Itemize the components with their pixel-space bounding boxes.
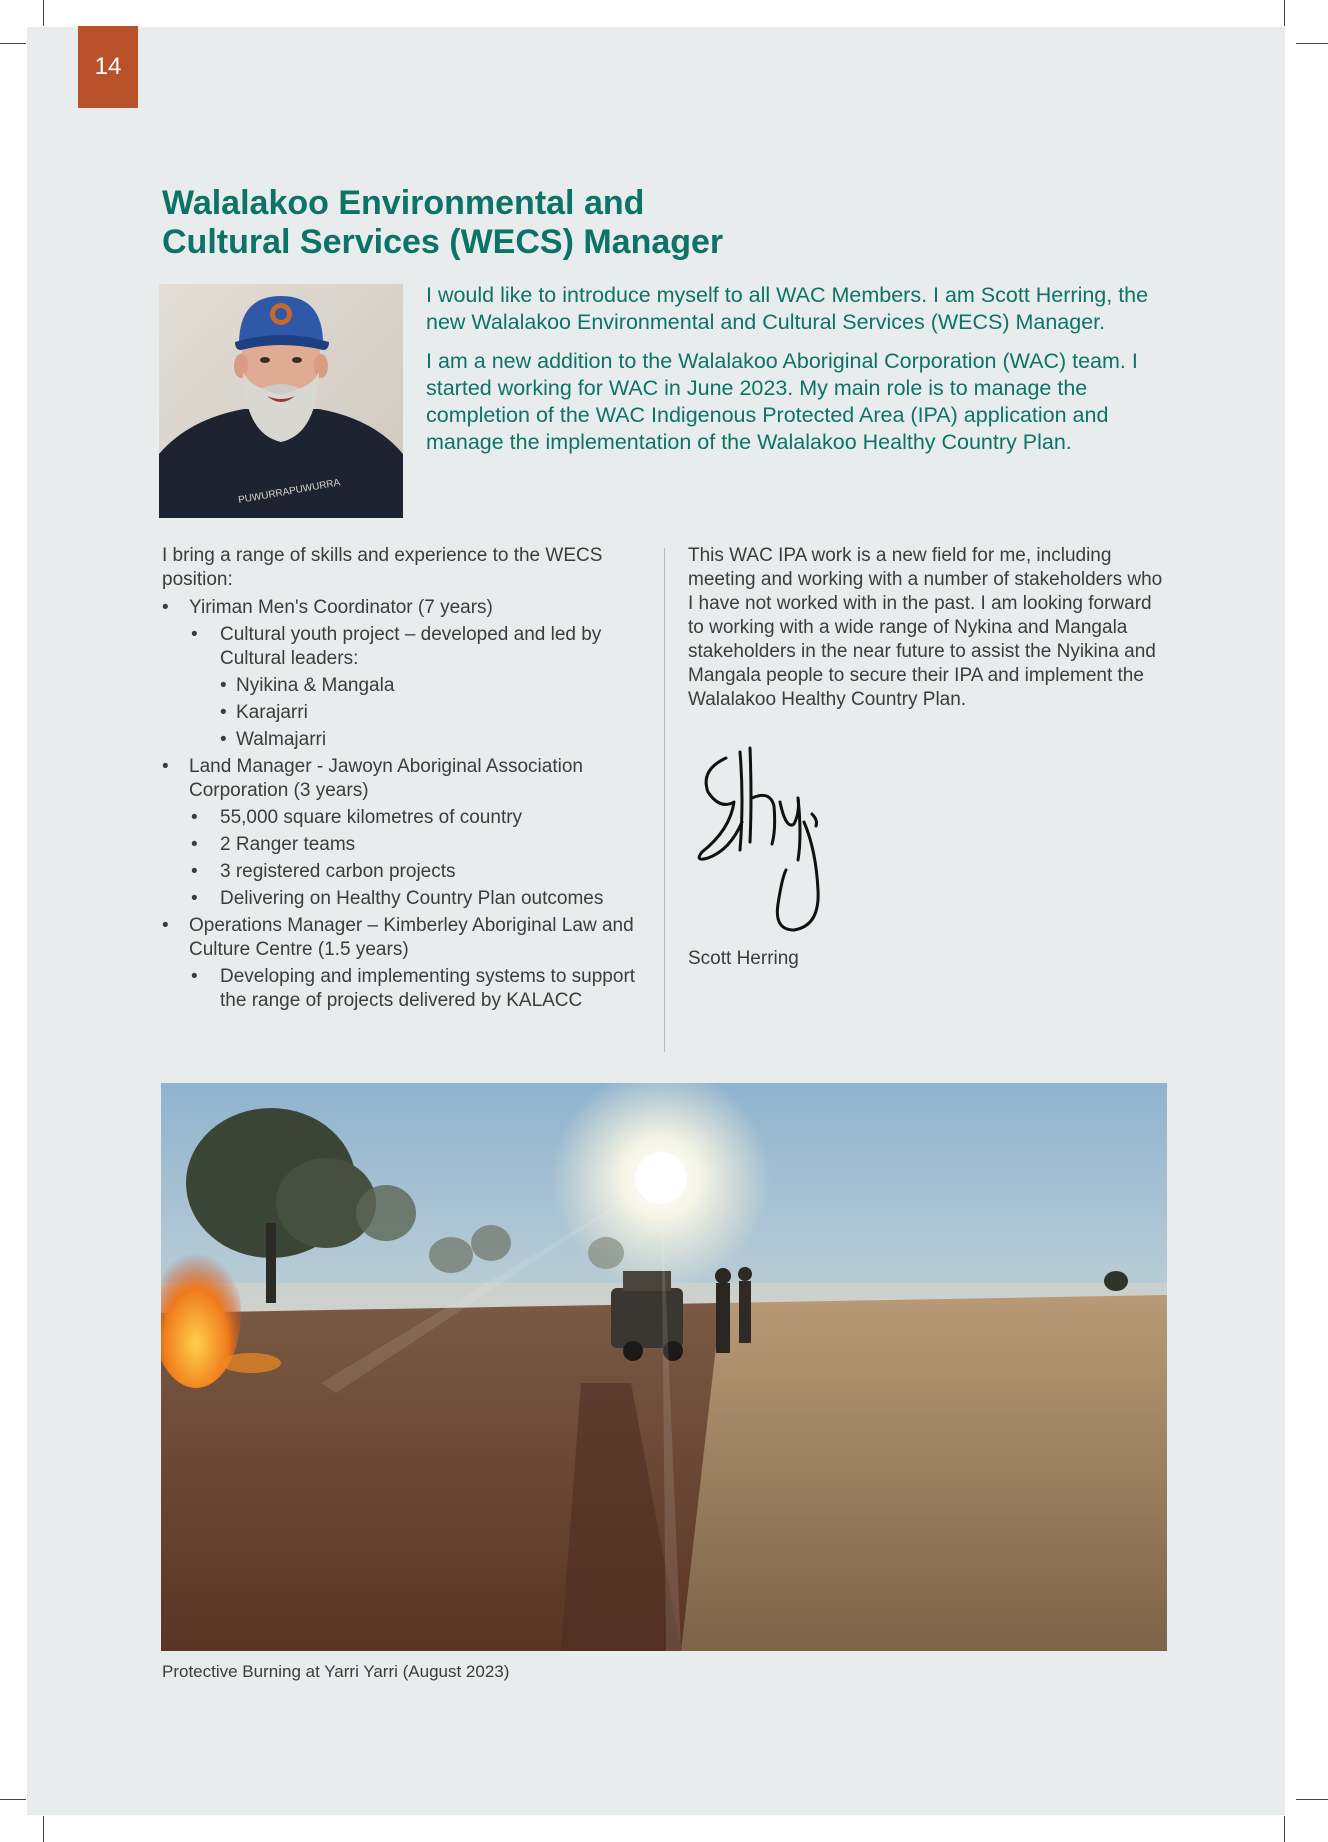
list-item	[162, 596, 652, 752]
list-item	[162, 755, 652, 911]
crop-mark	[1284, 0, 1285, 26]
landscape-photo	[161, 1083, 1167, 1651]
crop-mark	[1284, 1816, 1285, 1842]
crop-mark	[0, 43, 26, 44]
list-item: • Nyikina & Mangala	[220, 674, 652, 698]
role-label: Operations Manager – Kimberley Aboriginal Law and Culture Centre (1.5 years)	[189, 915, 634, 960]
experience-list	[162, 596, 652, 1013]
right-paragraph: This WAC IPA work is a new field for me, including meeting and working with a number of stakeholders who I have not worked with in the past. I am looking forward to working with a wide range of Nykina and Mangala stakeholders in the near future to assist the Nyikina and Mangala people to secure their IPA and implement the Walalakoo Healthy Country Plan.	[688, 545, 1163, 710]
title-line-2: Cultural Services (WECS) Manager	[162, 223, 724, 261]
list-item	[191, 623, 652, 752]
list-item: • 55,000 square kilometres of country	[191, 806, 652, 830]
right-column	[688, 544, 1168, 712]
role-label: Land Manager - Jawoyn Aboriginal Association Corporation (3 years)	[189, 756, 583, 801]
list-item: • Developing and implementing systems to support the range of projects delivered by KALACC	[191, 965, 652, 1013]
column-divider	[664, 548, 665, 1052]
list-item: • Karajarri	[220, 701, 652, 725]
experience-lead: I bring a range of skills and experience to the WECS position:	[162, 545, 603, 590]
svg-text:PUWURRAPUWURRA: PUWURRAPUWURRA	[237, 477, 342, 507]
crop-mark	[1296, 1799, 1328, 1800]
portrait-photo	[159, 284, 403, 518]
page-number: 14	[78, 26, 138, 108]
list-item: • Walmajarri	[220, 728, 652, 752]
intro-paragraph: I would like to introduce myself to all WAC Members. I am Scott Herring, the new Walalakoo Environmental and Cultural Services (WECS) Manager.	[426, 283, 1149, 334]
sub-list	[191, 806, 652, 911]
intro-paragraph: I am a new addition to the Walalakoo Aboriginal Corporation (WAC) team. I started working for WAC in June 2023. My main role is to manage the completion of the WAC Indigenous Protected Area (IPA) application and manage the implementation of the Walalakoo Healthy Country Plan.	[426, 349, 1138, 454]
list-item: • 2 Ranger teams	[191, 833, 652, 857]
photo-caption: Protective Burning at Yarri Yarri (August 2023)	[162, 1662, 510, 1681]
page-title	[162, 184, 1062, 262]
signature-name: Scott Herring	[688, 948, 799, 969]
crop-mark	[0, 1799, 26, 1800]
crop-mark	[1296, 43, 1328, 44]
list-item	[162, 914, 652, 1013]
sub-item: Cultural youth project – developed and led by Cultural leaders:	[220, 624, 602, 669]
experience-column	[162, 544, 652, 1013]
title-line-1: Walalakoo Environmental and	[162, 184, 645, 222]
list-item: • Delivering on Healthy Country Plan outcomes	[191, 887, 652, 911]
sub-list	[191, 965, 652, 1013]
sub-sub-list	[220, 674, 652, 752]
intro-text	[426, 282, 1166, 468]
role-label: Yiriman Men's Coordinator (7 years)	[189, 597, 493, 618]
crop-mark	[43, 1816, 44, 1842]
list-item: • 3 registered carbon projects	[191, 860, 652, 884]
sub-list	[191, 623, 652, 752]
crop-mark	[43, 0, 44, 26]
signature-image	[690, 740, 870, 940]
